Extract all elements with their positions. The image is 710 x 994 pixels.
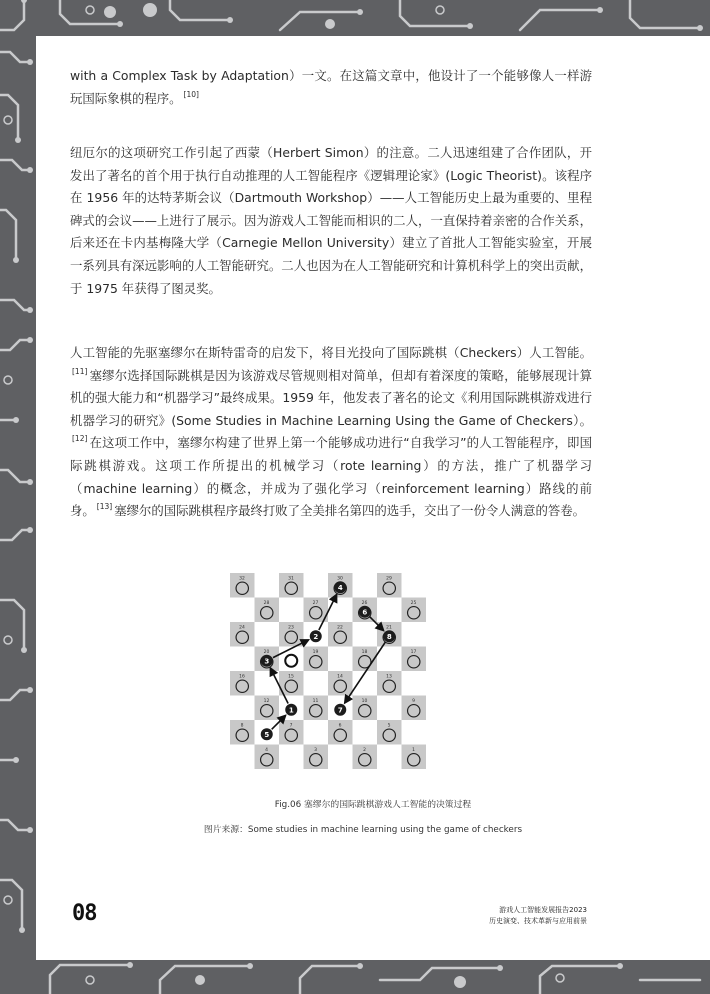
square-number: 25 (410, 601, 417, 606)
move-label: 1 (288, 706, 294, 715)
square-number: 11 (312, 699, 319, 704)
square-number: 27 (312, 601, 319, 606)
square-number: 31 (288, 576, 294, 582)
square-number: 18 (361, 650, 368, 655)
square-number: 8 (240, 723, 244, 729)
citation-ref-11: [11] (72, 366, 88, 376)
paragraph-3-text-a: 人工智能的先驱塞缪尔在斯特雷奇的启发下，将目光投向了国际跳棋（Checkers）人工智能。 (70, 345, 592, 360)
paragraph-2 (70, 142, 592, 300)
board-square (402, 671, 427, 696)
square-number: 29 (386, 576, 392, 582)
paragraph-3-text-c: 在这项工作中，塞缪尔构建了世界上第一个能够成功进行“自我学习”的人工智能程序，即国际跳棋游戏。这项工作所提出的机械学习（rote learning）的方法，推广了机器学习（machine learning）的概念，并成为了强化学习（reinforcement learning）路线的前身。 (70, 435, 592, 519)
move-label: 4 (337, 583, 343, 592)
board-square (328, 745, 353, 770)
square-number: 13 (386, 674, 392, 680)
board-square (377, 598, 402, 623)
square-number: 10 (361, 699, 368, 704)
paragraph-2-text: 纽厄尔的这项研究工作引起了西蒙（Herbert Simon）的注意。二人迅速组建了合作团队，开发出了著名的首个用于执行自动推理的人工智能程序《逻辑理论家》(Logic Theorist)。该程序在 1956 年的达特茅斯会议（Dartmouth Workshop）——人工智能历史上最为重要的、里程碑式的会议——上进行了展示。因为游戏人工智能而相识的二人，一直保持着亲密的合作关系，后来还在卡内基梅隆大学（Carnegie Mellon University）建立了首批人工智能实验室，开展一系列具有深远影响的人工智能研究。二人也因为在人工智能研究和计算机科学上的突出贡献，于 1975 年获得了图灵奖。 (70, 145, 592, 296)
square-number: 2 (363, 748, 366, 753)
square-number: 15 (288, 674, 294, 680)
square-number: 6 (338, 723, 342, 729)
square-number: 17 (410, 650, 417, 655)
square-number: 5 (387, 723, 391, 729)
board-square (279, 745, 304, 770)
square-number: 1 (412, 748, 415, 753)
board-square (402, 720, 427, 745)
square-number: 12 (263, 699, 270, 704)
square-number: 26 (361, 601, 368, 606)
square-number: 9 (412, 699, 415, 704)
board-square (304, 671, 329, 696)
paragraph-3 (70, 342, 592, 523)
report-title: 游戏人工智能发展报告2023 (499, 906, 587, 914)
board-square (255, 573, 280, 598)
board-square (328, 647, 353, 672)
move-label: 5 (264, 730, 270, 739)
board-square (230, 745, 255, 770)
square-number: 30 (337, 576, 343, 582)
paragraph-1-text: with a Complex Task by Adaptation）一文。在这篇文章中，他设计了一个能够像人一样游玩国际象棋的程序。 (70, 68, 592, 106)
move-label: 7 (337, 706, 343, 715)
square-number: 3 (314, 748, 317, 753)
figure-source: 图片来源：Some studies in machine learning using the game of checkers (203, 825, 523, 835)
board-square (402, 573, 427, 598)
move-label: 6 (362, 608, 368, 617)
paragraph-3-text-d: 塞缪尔的国际跳棋程序最终打败了全美排名第四的选手，交出了一份令人满意的答卷。 (114, 503, 586, 519)
square-number: 23 (288, 625, 294, 631)
board-square (328, 598, 353, 623)
square-number: 21 (386, 625, 392, 631)
paragraph-1 (70, 65, 592, 110)
board-square (279, 598, 304, 623)
board-square (377, 696, 402, 721)
square-number: 19 (312, 650, 319, 655)
board-square (353, 622, 378, 647)
square-number: 14 (337, 674, 343, 680)
square-number: 28 (263, 601, 270, 606)
square-number: 22 (337, 625, 343, 631)
board-square (230, 598, 255, 623)
square-number: 4 (265, 748, 268, 753)
checkers-board-figure (228, 571, 426, 771)
square-number: 20 (263, 650, 270, 655)
report-subtitle: 历史演变、技术革新与应用前景 (489, 917, 587, 925)
board-square (255, 622, 280, 647)
square-number: 32 (239, 576, 245, 582)
citation-ref-10: [10] (183, 89, 199, 99)
square-number: 7 (289, 723, 293, 729)
paragraph-3-text-b: 塞缪尔选择国际跳棋是因为该游戏尽管规则相对简单，但却有着深度的策略，能够展现计算机的强大能力和“机器学习”最终成果。1959 年，他发表了著名的论文《利用国际跳棋游戏进行机器学习的研究》(Some Studies in Machine Learning Using the Game of Checkers）。 (70, 367, 592, 428)
board-square (353, 720, 378, 745)
move-label: 8 (386, 632, 392, 641)
board-square (255, 671, 280, 696)
board-square (377, 745, 402, 770)
board-square (304, 573, 329, 598)
board-square (230, 696, 255, 721)
square-number: 24 (239, 625, 245, 631)
move-label: 2 (313, 632, 319, 641)
citation-ref-12: [12] (72, 434, 88, 444)
board-square (304, 720, 329, 745)
figure-caption: Fig.06 塞缪尔的国际跳棋游戏人工智能的决策过程 (274, 800, 472, 810)
document-page (36, 36, 710, 960)
citation-ref-13: [13] (96, 502, 113, 512)
board-square (402, 622, 427, 647)
board-square (230, 647, 255, 672)
board-square (353, 573, 378, 598)
square-number: 16 (239, 674, 245, 680)
page-number: 08 (72, 901, 97, 926)
board-square (353, 671, 378, 696)
move-label: 3 (264, 657, 270, 666)
